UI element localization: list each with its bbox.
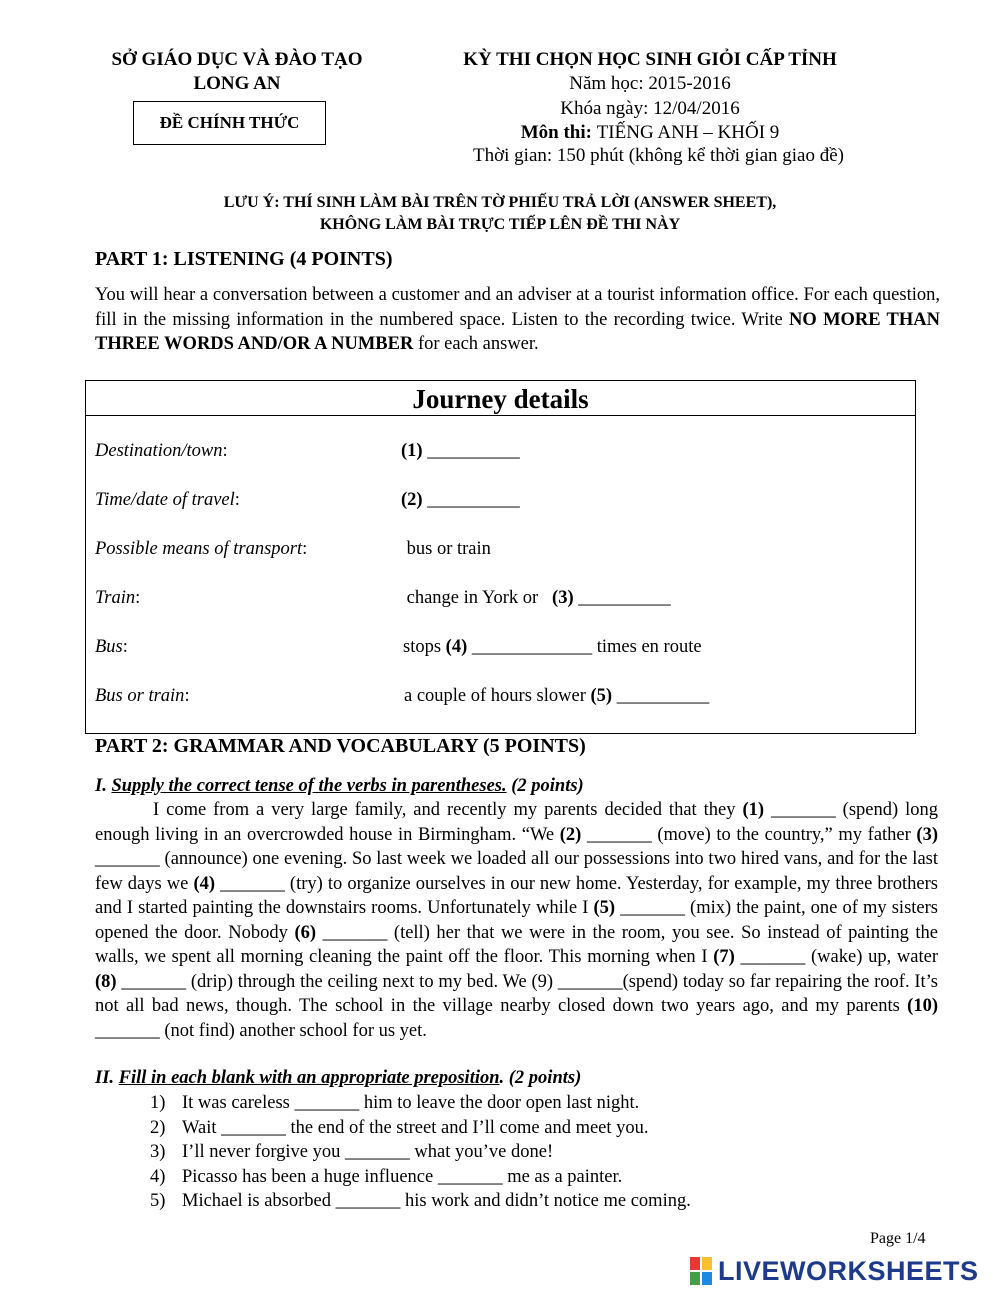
journey-row-time <box>86 490 915 516</box>
part1-instructions: You will hear a conversation between a customer and an adviser at a tourist information office. For each question, fill in the missing information in the numbered space. Listen to the recording twice. Write NO MORE THAN THREE WORDS AND/OR A NUMBER for each answer. <box>95 285 941 354</box>
list-item: 5) Michael is absorbed _______ his work and didn’t notice me coming. <box>150 1191 691 1211</box>
journey-row-destination <box>86 441 915 467</box>
blank-number: (5) <box>593 898 616 918</box>
official-exam-box: ĐỀ CHÍNH THỨC <box>133 101 326 145</box>
row-label: Time/date of travel: <box>95 490 240 510</box>
passage-text: _______ (drip) through the ceiling next to my bed. We (9) _______(spend) today so far repairing the roof. It’s not all bad news, though. The school in the village nearby closed down two years ago, and my parents <box>95 971 938 1016</box>
passage-text: _______ (announce) one evening. So last week we loaded all our possessions into two hired vans, and for the last few days we <box>95 849 938 894</box>
part2-title: PART 2: GRAMMAR AND VOCABULARY (5 POINTS) <box>95 735 586 757</box>
row-label: Train: <box>95 588 141 608</box>
row-answer: stops (4) _____________ times en route <box>403 637 702 657</box>
part1-title: PART 1: LISTENING (4 POINTS) <box>95 248 393 270</box>
passage-text: _______ (tell) her that we were in the room, you see. So instead of painting the walls, we spent all morning cleaning the paint off the floor. This morning when I <box>95 922 938 967</box>
blank-number: (6) <box>294 922 317 943</box>
blank-number: (8) <box>95 971 117 992</box>
journey-table-title: Journey details <box>86 381 915 416</box>
journey-row-bus-or-train <box>86 686 915 712</box>
row-label: Bus or train: <box>95 686 190 706</box>
journey-row-transport <box>86 539 915 565</box>
verb-tense-passage <box>95 798 938 1043</box>
blank-number: (3) <box>916 824 938 845</box>
liveworksheets-logo[interactable] <box>690 1256 979 1286</box>
list-item: 4) Picasso has been a huge influence _______ me as a painter. <box>150 1166 623 1187</box>
preposition-list <box>150 1091 691 1214</box>
instruction-note-line2: KHÔNG LÀM BÀI TRỰC TIẾP LÊN ĐỀ THI NÀY <box>319 216 681 233</box>
page-number: Page 1/4 <box>870 1230 926 1247</box>
row-label: Possible means of transport: <box>95 539 308 559</box>
exam-subject: Môn thi: TIẾNG ANH – KHỐI 9 <box>520 122 780 143</box>
row-answer: (2) __________ <box>401 490 520 510</box>
passage-text: _______ (try) to organize ourselves in our new home. Yesterday, for example, my three brothers and I started painting the downstairs rooms. Unfortunately while I <box>95 873 938 918</box>
blank-number: (1) <box>742 800 765 820</box>
passage-text: _______ (not find) another school for us yet. <box>95 1020 427 1041</box>
passage-text: _______ (move) to the country,” my father <box>581 824 917 845</box>
liveworksheets-logo-icon <box>690 1257 712 1285</box>
section2-heading: II. Fill in each blank with an appropriate preposition. (2 points) <box>95 1068 582 1088</box>
list-item: 1) It was careless _______ him to leave the door open last night. <box>150 1093 640 1113</box>
province-name: LONG AN <box>193 73 281 94</box>
journey-row-train <box>86 588 915 614</box>
row-label: Bus: <box>95 637 128 657</box>
row-answer: a couple of hours slower (5) __________ <box>404 686 710 706</box>
department-name: SỞ GIÁO DỤC VÀ ĐÀO TẠO <box>111 49 363 70</box>
passage-text: I come from a very large family, and recently my parents decided that they <box>153 800 743 820</box>
row-label: Destination/town: <box>95 441 228 461</box>
journey-details-table <box>85 380 916 734</box>
passage-text: _______ (wake) up, water <box>734 947 938 967</box>
exam-duration: Thời gian: 150 phút (không kể thời gian giao đề) <box>473 145 845 166</box>
exam-title: KỲ THI CHỌN HỌC SINH GIỎI CẤP TỈNH <box>463 49 837 70</box>
row-answer: (1) __________ <box>401 441 520 461</box>
section1-heading: I. Supply the correct tense of the verbs in parentheses. (2 points) <box>95 776 584 796</box>
row-answer: bus or train <box>402 539 491 559</box>
exam-date: Khóa ngày: 12/04/2016 <box>560 98 740 119</box>
journey-row-bus <box>86 637 915 663</box>
instruction-note-line1: LƯU Ý: THÍ SINH LÀM BÀI TRÊN TỜ PHIẾU TRẢ LỜI (ANSWER SHEET), <box>223 194 777 211</box>
school-year: Năm học: 2015-2016 <box>569 73 731 94</box>
blank-number: (10) <box>907 996 938 1016</box>
blank-number: (4) <box>193 873 216 894</box>
list-item: 3) I’ll never forgive you _______ what you’ve done! <box>150 1142 554 1162</box>
logo-text: LIVEWORKSHEETS <box>718 1255 979 1286</box>
blank-number: (2) <box>559 824 582 845</box>
passage-text: _______ (mix) the paint, one of my sisters opened the door. Nobody <box>95 898 938 943</box>
list-item: 2) Wait _______ the end of the street and I’ll come and meet you. <box>150 1117 649 1138</box>
passage-text: _______ (spend) long enough living in an overcrowded house in Birmingham. “We <box>95 800 938 845</box>
blank-number: (7) <box>713 947 735 967</box>
row-answer: change in York or (3) __________ <box>402 588 671 608</box>
